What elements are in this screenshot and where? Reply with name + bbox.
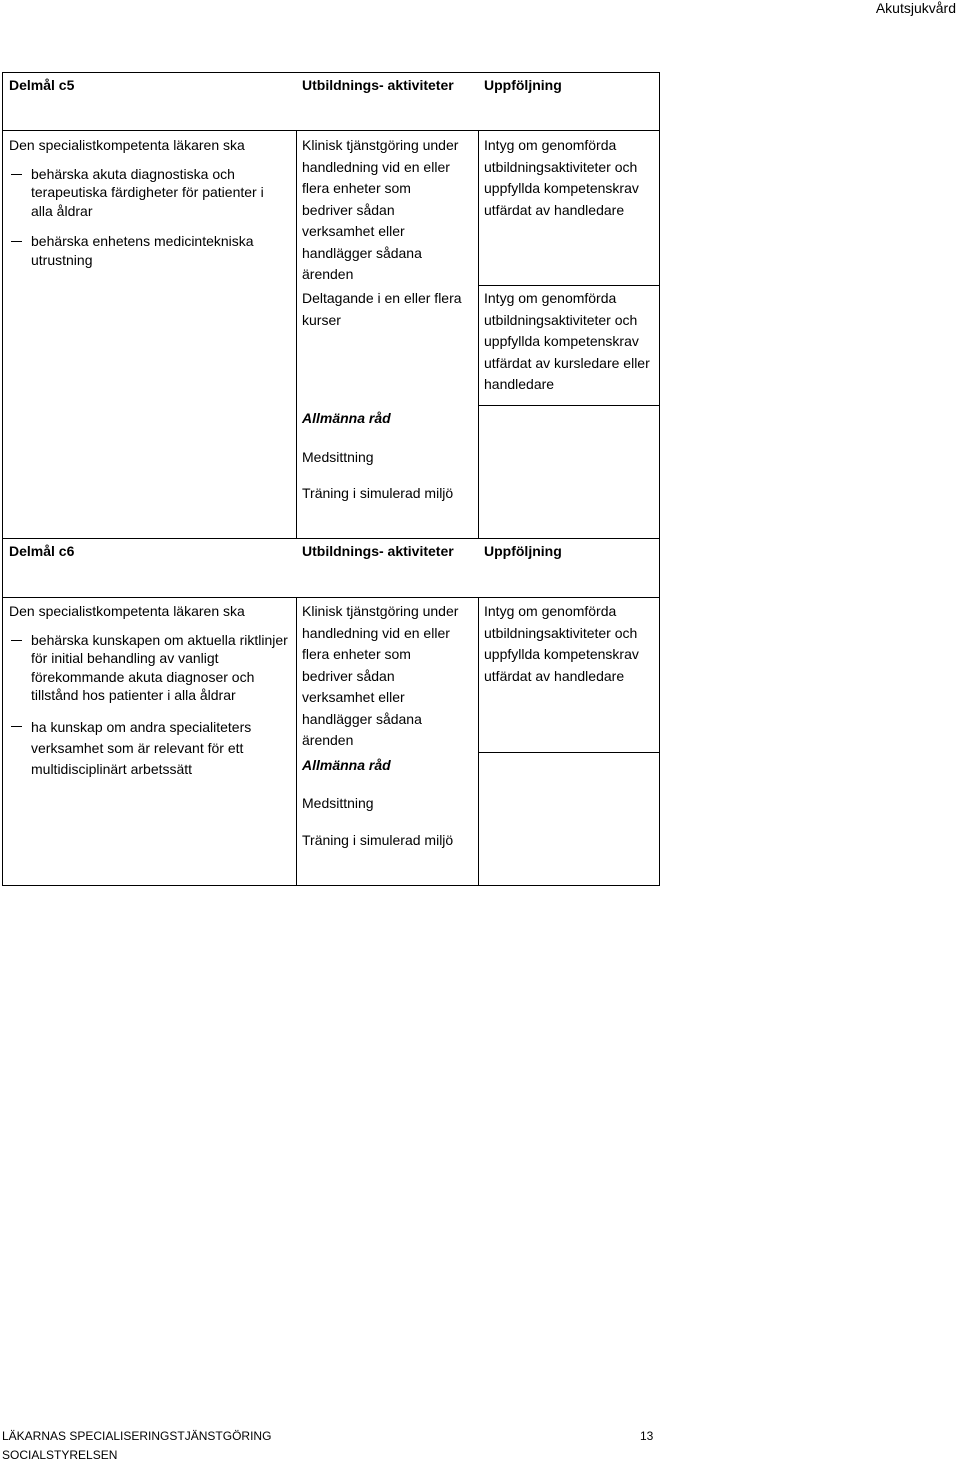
goal-intro: Den specialistkompetenta läkaren ska (9, 603, 245, 619)
delmal-heading: Delmål c5 (9, 77, 75, 93)
goal-item: behärska enhetens medicintekniska utrustning (9, 232, 271, 269)
footer-publisher: SOCIALSTYRELSEN (2, 1448, 118, 1462)
advice-title: Allmänna råd (302, 410, 391, 426)
goal-item: behärska akuta diagnostiska och terapeutiska färdigheter för patienter i alla åldrar (9, 165, 289, 221)
activities-column-header: Utbildnings- aktiviteter (302, 77, 454, 93)
running-header-title: Akutsjukvård (875, 0, 956, 16)
goal-intro: Den specialistkompetenta läkaren ska (9, 137, 245, 153)
goal-cell (9, 135, 289, 269)
activities-column-header: Utbildnings- aktiviteter (302, 543, 454, 559)
advice-item: Träning i simulerad miljö (302, 485, 454, 501)
followup-text: Intyg om genomförda utbildningsaktiviteter och uppfyllda kompetenskrav utfärdat av kursledare eller handledare (484, 290, 650, 392)
followup-column-header: Uppföljning (484, 77, 562, 93)
activity-text: Deltagande i en eller flera kurser (302, 290, 462, 328)
goal-item: ha kunskap om andra specialiteters verksamhet som är relevant för ett multidisciplinärt arbetssätt (9, 717, 275, 780)
goal-item: behärska kunskapen om aktuella riktlinjer för initial behandling av vanligt förekommande akuta diagnoser och tillstånd hos patienter i alla åldrar (9, 631, 291, 705)
followup-text: Intyg om genomförda utbildningsaktiviteter och uppfyllda kompetenskrav utfärdat av handledare (484, 603, 639, 684)
activity-text: Klinisk tjänstgöring under handledning vid en eller flera enheter som bedriver sådan verksamhet eller handlägger sådana ärenden (302, 603, 459, 748)
advice-item: Medsittning (302, 449, 374, 465)
activity-text: Klinisk tjänstgöring under handledning vid en eller flera enheter som bedriver sådan verksamhet eller handlägger sådana ärenden (302, 137, 459, 282)
followup-column-header: Uppföljning (484, 543, 562, 559)
footer-publication-title: LÄKARNAS SPECIALISERINGSTJÄNSTGÖRING (2, 1429, 272, 1443)
advice-title: Allmänna råd (302, 757, 391, 773)
goal-cell (9, 601, 291, 780)
advice-item: Medsittning (302, 795, 374, 811)
page-number: 13 (640, 1429, 654, 1443)
advice-item: Träning i simulerad miljö (302, 832, 454, 848)
delmal-heading: Delmål c6 (9, 543, 75, 559)
followup-text: Intyg om genomförda utbildningsaktiviteter och uppfyllda kompetenskrav utfärdat av handledare (484, 137, 639, 218)
